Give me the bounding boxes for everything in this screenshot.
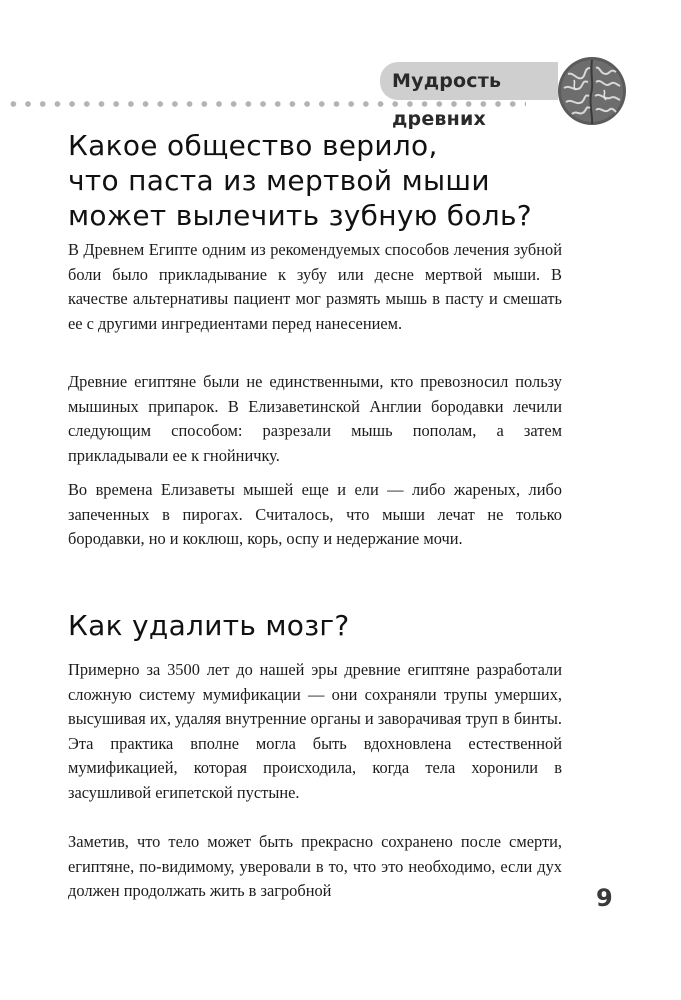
paragraph: Древние египтяне были не единственными, кто превозносил пользу мышиных припарок. В Елизаветинской Англии бородавки лечили следующим способом: разрезали мышь пополам, а затем прикладывали ее к гнойничку. [68, 372, 562, 465]
heading-line: Какое общество верило, [68, 129, 438, 162]
heading-line: Как удалить мозг? [68, 609, 350, 642]
heading-line: может вылечить зубную боль? [68, 199, 532, 232]
section-heading [68, 608, 628, 643]
page-number: 9 [596, 884, 613, 912]
paragraph: Во времена Елизаветы мышей еще и ели — либо жареных, либо запеченных в пирогах. Считалось, что мыши лечат не только бородавки, но и коклюш, корь, оспу и недержание мочи. [68, 480, 562, 548]
paragraph: В Древнем Египте одним из рекомендуемых способов лечения зубной боли было прикладывание к зубу или десне мертвой мыши. В качестве альтернативы пациент мог размять мышь в пасту и смешать ее с другими ингредиентами перед нанесением. [68, 240, 562, 333]
paragraph: Заметив, что тело может быть прекрасно сохранено после смерти, египтяне, по-видимому, уверовали в то, что это необходимо, если дух должен продолжать жить в загробной [68, 832, 562, 900]
heading-line: что паста из мертвой мыши [68, 164, 490, 197]
brain-icon [554, 54, 630, 128]
running-title: Мудрость древних [380, 62, 558, 100]
paragraph: Примерно за 3500 лет до нашей эры древние египтяне разработали сложную систему мумификации — они сохраняли трупы умерших, высушивая их, удаляя внутренние органы и заворачивая труп в бинты. Эта практика вполне могла быть вдохновлена естественной мумификацией, которая происходила, когда тела хоронили в засушливой египетской пустыне. [68, 660, 562, 802]
section-heading [68, 128, 628, 233]
